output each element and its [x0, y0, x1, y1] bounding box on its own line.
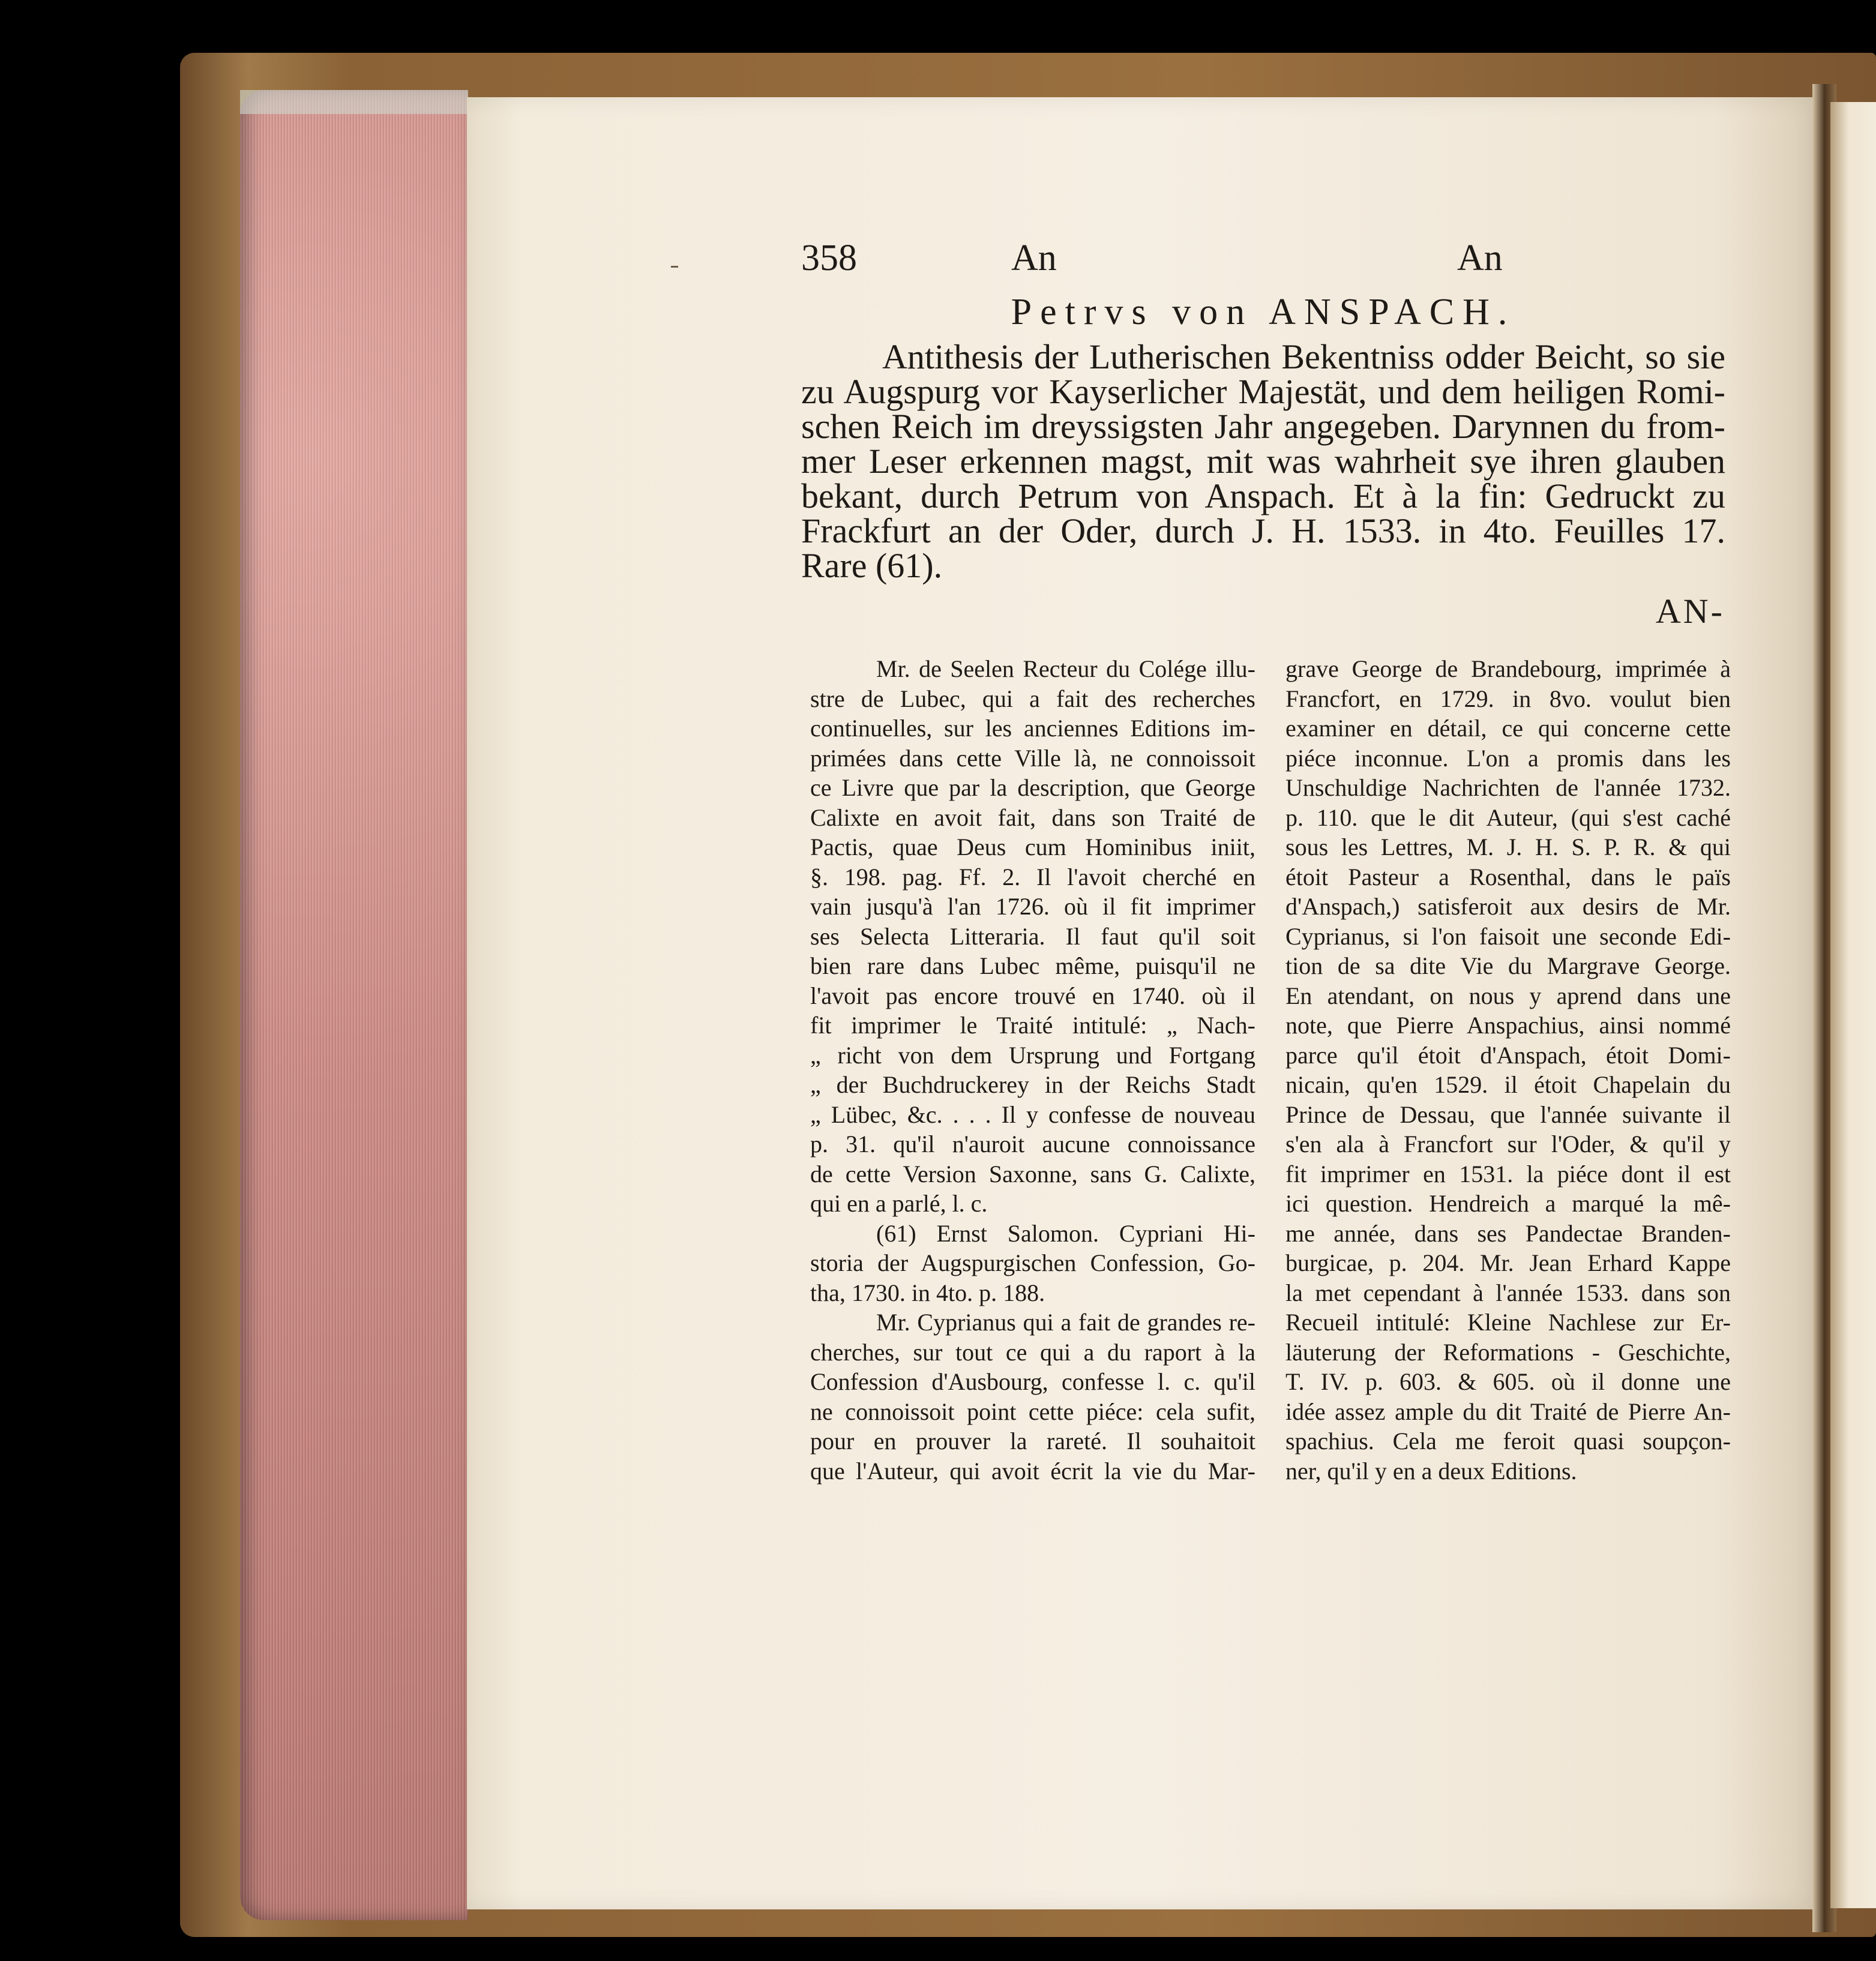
page-number: 358 [801, 238, 857, 278]
right-line: nicain, qu'en 1529. il étoit Chapelain du [1285, 1071, 1731, 1098]
right-line: piéce inconnue. L'on a promis dans les [1285, 744, 1731, 772]
running-head-left: An [1011, 238, 1057, 278]
right-line: note, que Pierre Anspachius, ainsi nommé [1285, 1012, 1731, 1039]
right-line: Prince de Dessau, que l'année suivante il [1285, 1101, 1731, 1128]
left-line: qui en a parlé, l. c. [810, 1190, 988, 1217]
title-line: Antithesis der Lutherischen Bekentniss odder Beicht, so sie [882, 337, 1725, 376]
left-line: Calixte en avoit fait, dans son Traité de [810, 803, 1255, 831]
next-page-sliver [1830, 102, 1876, 1908]
right-line: Cyprianus, si l'on faisoit une seconde Edi- [1285, 922, 1731, 950]
title-line: mer Leser erkennen magst, mit was wahrheit sye ihren glauben [801, 442, 1725, 481]
left-line: fit imprimer le Traité intitulé: „ Nach- [810, 1012, 1255, 1039]
right-line: Francfort, en 1729. in 8vo. voulut bien [1285, 685, 1731, 712]
book-title-description [801, 337, 1725, 585]
page-fore-edge-top [240, 90, 468, 114]
left-line: ne connoissoit point cette piéce: cela sufit, [810, 1398, 1255, 1425]
catchword: AN- [1655, 592, 1725, 631]
left-line: ce Livre que par la description, que George [810, 774, 1255, 801]
right-line: parce qu'il étoit d'Anspach, étoit Domi- [1285, 1041, 1731, 1069]
left-line: Mr. de Seelen Recteur du Colége illu- [876, 655, 1255, 682]
title-line: zu Augspurg vor Kayserlicher Majestät, und dem heiligen Romi- [801, 372, 1725, 411]
right-line: Unschuldige Nachrichten de l'année 1732. [1285, 774, 1731, 801]
left-line: p. 31. qu'il n'auroit aucune connoissance [810, 1131, 1255, 1158]
page-fore-edge [240, 90, 468, 1920]
left-line: bien rare dans Lubec même, puisqu'il ne [810, 952, 1255, 979]
right-line: p. 110. que le dit Auteur, (qui s'est caché [1285, 803, 1731, 831]
left-line: tha, 1730. in 4to. p. 188. [810, 1279, 1045, 1306]
title-line: bekant, durch Petrum von Anspach. Et à la fin: Gedruckt zu [801, 476, 1725, 515]
left-line: de cette Version Saxonne, sans G. Calixte, [810, 1160, 1255, 1188]
right-line: grave George de Brandebourg, imprimée à [1285, 655, 1731, 682]
title-line: Rare (61). [801, 546, 943, 585]
left-line: Mr. Cyprianus qui a fait de grandes re- [876, 1309, 1255, 1336]
right-line: ici question. Hendreich a marqué la mê- [1285, 1190, 1731, 1217]
margin-mark [671, 266, 678, 268]
title-line: Frackfurt an der Oder, durch J. H. 1533. in 4to. Feuilles 17. [801, 511, 1725, 550]
right-line: läuterung der Reformations - Geschichte, [1285, 1338, 1731, 1366]
right-line: spachius. Cela me feroit quasi soupçon- [1285, 1428, 1731, 1455]
left-line: „ der Buchdruckerey in der Reichs Stadt [810, 1071, 1255, 1098]
left-line: storia der Augspurgischen Confession, Go- [810, 1249, 1255, 1276]
left-line: pour en prouver la rareté. Il souhaitoit [810, 1428, 1255, 1455]
right-line: idée assez ample du dit Traité de Pierre An- [1285, 1398, 1731, 1425]
right-line: examiner en détail, ce qui concerne cette [1285, 715, 1731, 742]
right-line: ner, qu'il y en a deux Editions. [1285, 1457, 1577, 1485]
right-line: T. IV. p. 603. & 605. où il donne une [1285, 1368, 1731, 1395]
left-line: §. 198. pag. Ff. 2. Il l'avoit cherché en [810, 863, 1255, 890]
left-line: vain jusqu'à l'an 1726. où il fit imprimer [810, 893, 1255, 920]
right-line: d'Anspach,) satisferoit aux desirs de Mr. [1285, 893, 1731, 920]
right-line: Recueil intitulé: Kleine Nachlese zur Er- [1285, 1309, 1731, 1336]
left-line: stre de Lubec, qui a fait des recherches [810, 685, 1255, 712]
left-line: continuelles, sur les anciennes Editions im- [810, 715, 1255, 742]
right-column [1285, 654, 1731, 1486]
right-line: la met cependant à l'année 1533. dans son [1285, 1279, 1731, 1306]
right-line: burgicae, p. 204. Mr. Jean Erhard Kappe [1285, 1249, 1731, 1276]
left-line: ses Selecta Litteraria. Il faut qu'il soit [810, 922, 1255, 950]
entry-heading: Petrvs von ANSPACH. [1011, 292, 1516, 332]
right-line: sous les Lettres, M. J. H. S. P. R. & qui [1285, 833, 1731, 860]
left-line: cherches, sur tout ce qui a du raport à la [810, 1338, 1255, 1366]
left-line: l'avoit pas encore trouvé en 1740. où il [810, 982, 1255, 1009]
running-head-right: An [1457, 238, 1503, 278]
left-column [810, 654, 1255, 1486]
right-line: tion de sa dite Vie du Margrave George. [1285, 952, 1731, 979]
right-line: fit imprimer en 1531. la piéce dont il est [1285, 1160, 1731, 1188]
left-line: Confession d'Ausbourg, confesse l. c. qu'il [810, 1368, 1255, 1395]
right-line: En atendant, on nous y aprend dans une [1285, 982, 1731, 1009]
left-line: que l'Auteur, qui avoit écrit la vie du Mar- [810, 1457, 1255, 1485]
left-line: „ Lübec, &c. . . . Il y confesse de nouveau [810, 1101, 1255, 1128]
left-line: (61) Ernst Salomon. Cypriani Hi- [876, 1219, 1255, 1247]
title-line: schen Reich im dreyssigsten Jahr angegeben. Darynnen du from- [801, 407, 1725, 446]
left-line: primées dans cette Ville là, ne connoissoit [810, 744, 1255, 772]
right-line: me année, dans ses Pandectae Branden- [1285, 1219, 1731, 1247]
left-line: Pactis, quae Deus cum Hominibus iniit, [810, 833, 1255, 860]
right-line: étoit Pasteur a Rosenthal, dans le païs [1285, 863, 1731, 890]
right-line: s'en ala à Francfort sur l'Oder, & qu'il y [1285, 1131, 1731, 1158]
left-line: „ richt von dem Ursprung und Fortgang [810, 1041, 1255, 1069]
